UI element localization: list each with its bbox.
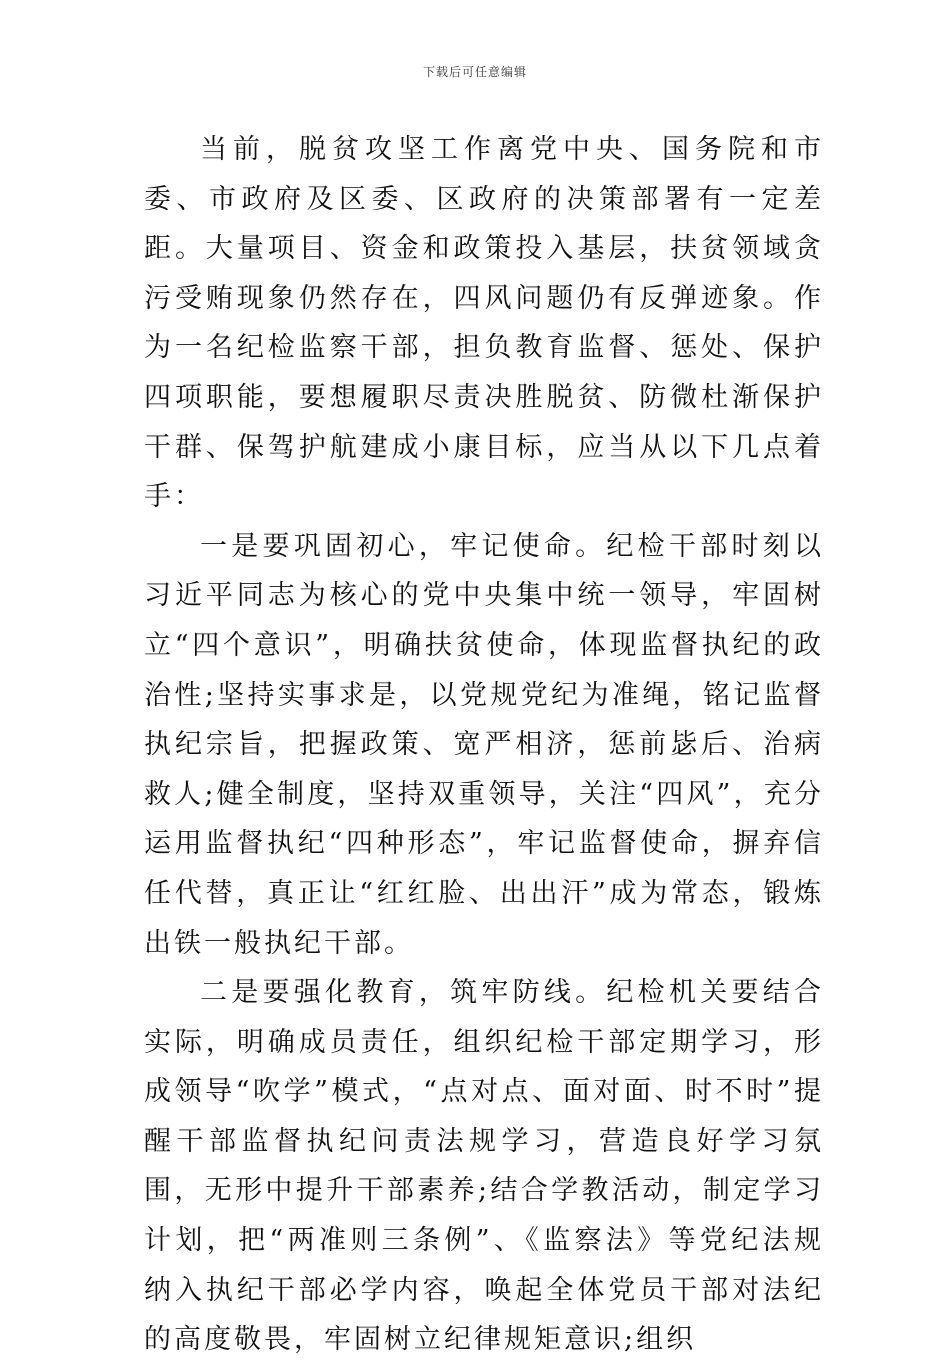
document-body [144, 125, 824, 1365]
page-header-note: 下载后可任意编辑 [422, 65, 527, 79]
paragraph-point-one: 一是要巩固初心，牢记使命。纪检干部时刻以习近平同志为核心的党中央集中统一领导，牢固树立“四个意识”，明确扶贫使命，体现监督执纪的政治性;坚持实事求是，以党规党纪为准绳，铭记监督执纪宗旨，把握政策、宽严相济，惩前毖后、治病救人;健全制度，坚持双重领导，关注“四风”，充分运用监督执纪“四种形态”，牢记监督使命，摒弃信任代替，真正让“红红脸、出出汗”成为常态，锻炼出铁一般执纪干部。 [144, 530, 824, 959]
paragraph-intro: 当前，脱贫攻坚工作离党中央、国务院和市委、市政府及区委、区政府的决策部署有一定差距。大量项目、资金和政策投入基层，扶贫领域贪污受贿现象仍然存在，四风问题仍有反弹迹象。作为一名纪检监察干部，担负教育监督、惩处、保护四项职能，要想履职尽责决胜脱贫、防微杜渐保护干群、保驾护航建成小康目标，应当从以下几点着手： [144, 134, 824, 513]
paragraph-point-two: 二是要强化教育，筑牢防线。纪检机关要结合实际，明确成员责任，组织纪检干部定期学习，形成领导“吹学”模式，“点对点、面对面、时不时”提醒干部监督执纪问责法规学习，营造良好学习氛围，无形中提升干部素养;结合学教活动，制定学习计划，把“两准则三条例”、《监察法》等党纪法规纳入执纪干部必学内容，唤起全体党员干部对法纪的高度敬畏，牢固树立纪律规矩意识;组织 [144, 977, 824, 1356]
